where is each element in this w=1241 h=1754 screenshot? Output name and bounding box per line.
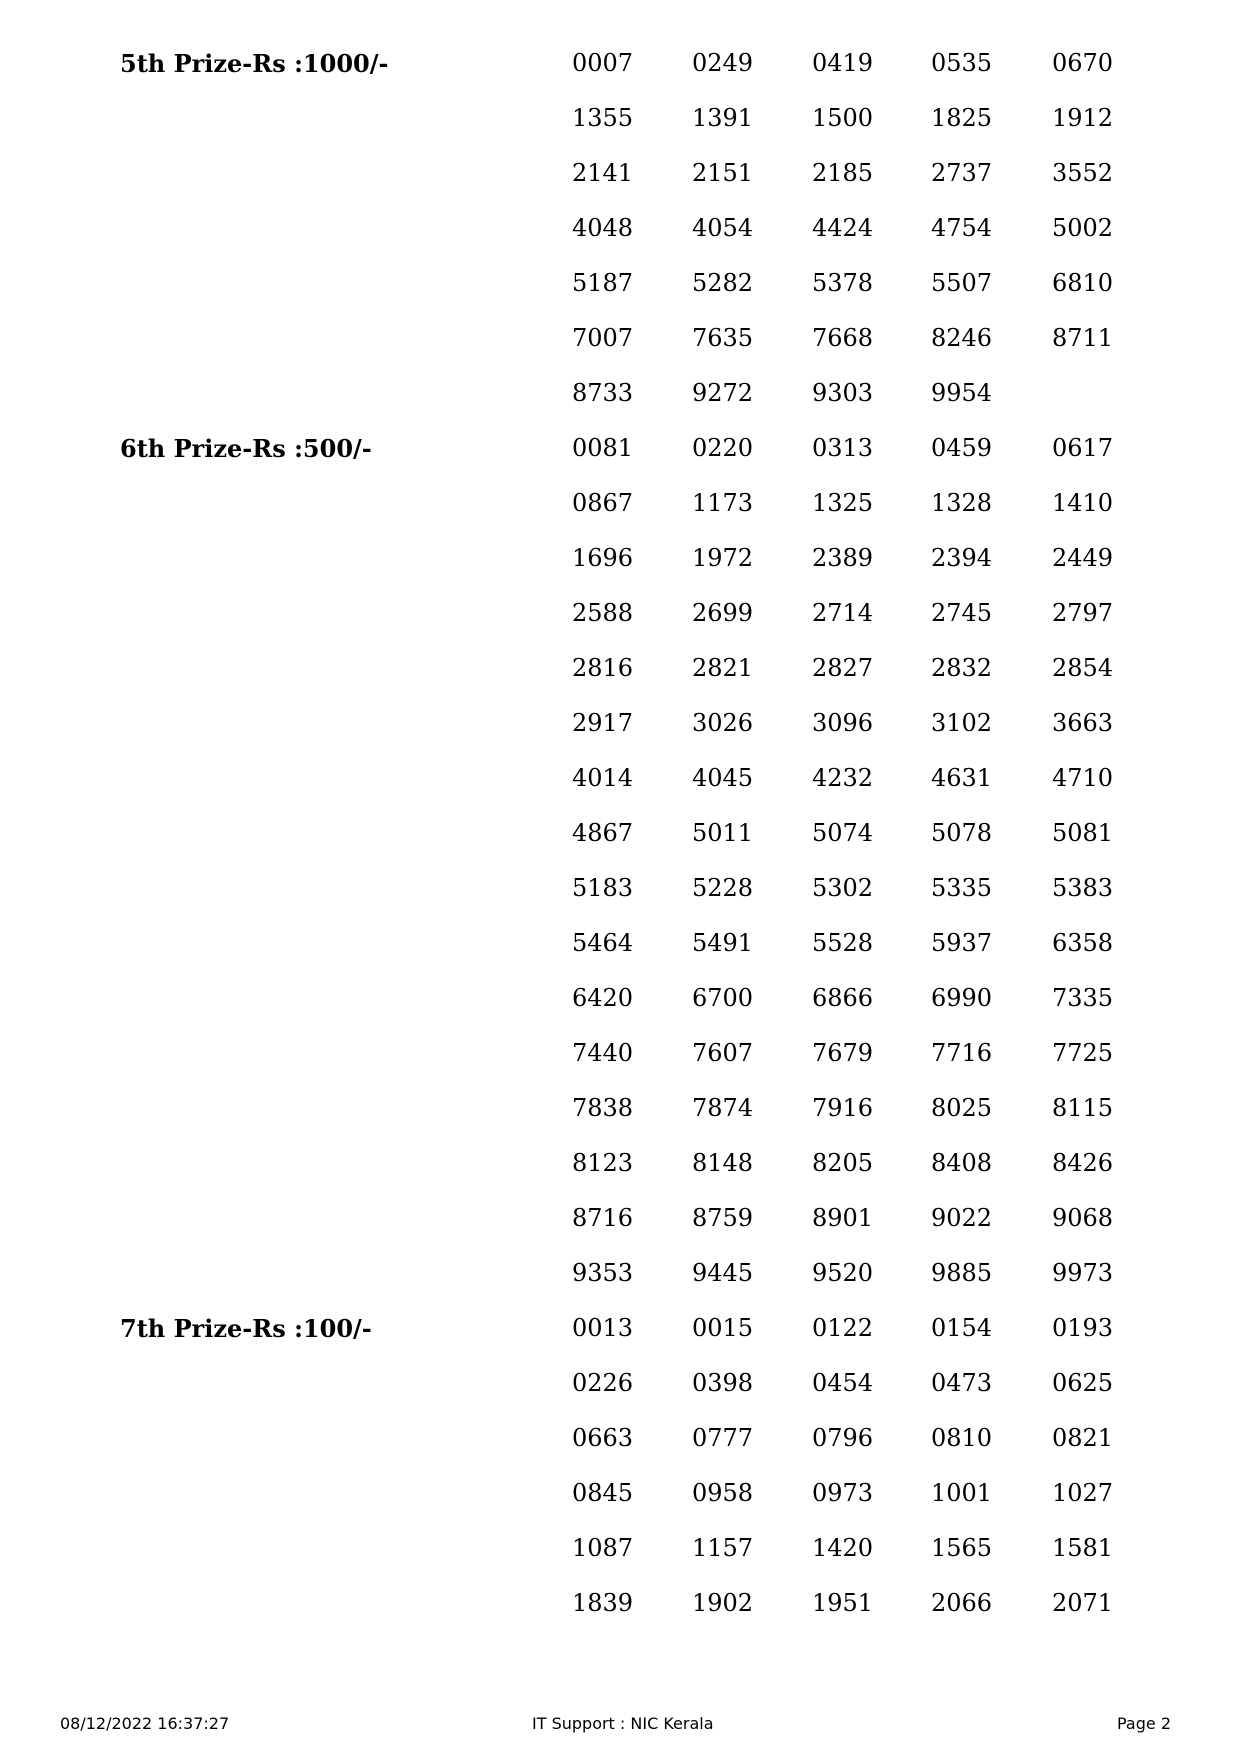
ticket-number: 0249 [692, 49, 754, 77]
ticket-number: 1565 [931, 1534, 993, 1562]
ticket-number: 5183 [572, 874, 634, 902]
ticket-number: 5228 [692, 874, 754, 902]
ticket-number: 4045 [692, 764, 754, 792]
ticket-number: 2821 [692, 654, 754, 682]
ticket-number: 2827 [812, 654, 874, 682]
ticket-number: 8408 [931, 1149, 993, 1177]
ticket-number: 0154 [931, 1314, 993, 1342]
ticket-number: 6420 [572, 984, 634, 1012]
number-row [572, 1026, 1172, 1081]
ticket-number: 0015 [692, 1314, 754, 1342]
ticket-number: 5282 [692, 269, 754, 297]
ticket-number: 1391 [692, 104, 754, 132]
number-row [572, 696, 1172, 751]
ticket-number: 8733 [572, 379, 634, 407]
ticket-number: 1355 [572, 104, 634, 132]
prize-section [0, 421, 1241, 1301]
ticket-number: 2071 [1052, 1589, 1114, 1617]
ticket-number: 0625 [1052, 1369, 1114, 1397]
ticket-number: 7335 [1052, 984, 1114, 1012]
ticket-number: 2389 [812, 544, 874, 572]
ticket-number: 2816 [572, 654, 634, 682]
ticket-number: 5302 [812, 874, 874, 902]
ticket-number: 2854 [1052, 654, 1114, 682]
ticket-number: 1001 [931, 1479, 993, 1507]
ticket-number: 8148 [692, 1149, 754, 1177]
ticket-number: 4014 [572, 764, 634, 792]
number-row [572, 421, 1172, 476]
ticket-number: 4048 [572, 214, 634, 242]
ticket-number: 9353 [572, 1259, 634, 1287]
number-row [572, 91, 1172, 146]
number-grid [572, 1301, 1172, 1631]
ticket-number: 2151 [692, 159, 754, 187]
footer-support: IT Support : NIC Kerala [532, 1714, 714, 1733]
ticket-number: 3026 [692, 709, 754, 737]
ticket-number: 0081 [572, 434, 634, 462]
ticket-number: 3663 [1052, 709, 1114, 737]
ticket-number: 5187 [572, 269, 634, 297]
ticket-number: 7916 [812, 1094, 874, 1122]
number-row [572, 531, 1172, 586]
ticket-number: 1972 [692, 544, 754, 572]
prize-section [0, 36, 1241, 421]
number-row [572, 1466, 1172, 1521]
ticket-number: 0454 [812, 1369, 874, 1397]
number-row [572, 971, 1172, 1026]
ticket-number: 8205 [812, 1149, 874, 1177]
prize-section [0, 1301, 1241, 1631]
number-row [572, 366, 1172, 421]
ticket-number: 8711 [1052, 324, 1114, 352]
ticket-number: 2185 [812, 159, 874, 187]
ticket-number: 9885 [931, 1259, 993, 1287]
ticket-number: 0845 [572, 1479, 634, 1507]
ticket-number: 4631 [931, 764, 993, 792]
ticket-number: 9303 [812, 379, 874, 407]
ticket-number: 5528 [812, 929, 874, 957]
ticket-number: 4754 [931, 214, 993, 242]
number-row [572, 861, 1172, 916]
ticket-number: 7874 [692, 1094, 754, 1122]
ticket-number: 1825 [931, 104, 993, 132]
ticket-number: 5464 [572, 929, 634, 957]
ticket-number: 1410 [1052, 489, 1114, 517]
footer-page-number: Page 2 [1117, 1714, 1171, 1733]
ticket-number: 5491 [692, 929, 754, 957]
number-grid [572, 421, 1172, 1301]
ticket-number: 0810 [931, 1424, 993, 1452]
ticket-number: 6700 [692, 984, 754, 1012]
number-row [572, 1136, 1172, 1191]
ticket-number: 2737 [931, 159, 993, 187]
ticket-number: 2066 [931, 1589, 993, 1617]
ticket-number: 9445 [692, 1259, 754, 1287]
ticket-number: 1696 [572, 544, 634, 572]
ticket-number: 4710 [1052, 764, 1114, 792]
ticket-number: 1839 [572, 1589, 634, 1617]
ticket-number: 9520 [812, 1259, 874, 1287]
ticket-number: 8426 [1052, 1149, 1114, 1177]
ticket-number: 7668 [812, 324, 874, 352]
number-row [572, 1081, 1172, 1136]
ticket-number: 0007 [572, 49, 634, 77]
number-row [572, 1521, 1172, 1576]
ticket-number: 0867 [572, 489, 634, 517]
prize-results [0, 36, 1241, 1631]
ticket-number: 3552 [1052, 159, 1114, 187]
ticket-number [1052, 366, 1172, 421]
ticket-number: 0973 [812, 1479, 874, 1507]
ticket-number: 1420 [812, 1534, 874, 1562]
number-row [572, 256, 1172, 311]
ticket-number: 0220 [692, 434, 754, 462]
ticket-number: 0122 [812, 1314, 874, 1342]
prize-label: 7th Prize-Rs :100/- [120, 1314, 372, 1343]
number-row [572, 1246, 1172, 1301]
ticket-number: 1912 [1052, 104, 1114, 132]
ticket-number: 1500 [812, 104, 874, 132]
ticket-number: 1173 [692, 489, 754, 517]
page-footer [0, 1714, 1241, 1738]
ticket-number: 7725 [1052, 1039, 1114, 1067]
ticket-number: 2394 [931, 544, 993, 572]
footer-timestamp: 08/12/2022 16:37:27 [60, 1714, 230, 1733]
ticket-number: 5074 [812, 819, 874, 847]
ticket-number: 2588 [572, 599, 634, 627]
ticket-number: 2832 [931, 654, 993, 682]
ticket-number: 2449 [1052, 544, 1114, 572]
number-row [572, 1301, 1172, 1356]
ticket-number: 9022 [931, 1204, 993, 1232]
ticket-number: 0419 [812, 49, 874, 77]
number-row [572, 751, 1172, 806]
ticket-number: 9272 [692, 379, 754, 407]
ticket-number: 1902 [692, 1589, 754, 1617]
ticket-number: 4054 [692, 214, 754, 242]
number-row [572, 916, 1172, 971]
ticket-number: 1581 [1052, 1534, 1114, 1562]
ticket-number: 9954 [931, 379, 993, 407]
ticket-number: 6990 [931, 984, 993, 1012]
ticket-number: 4424 [812, 214, 874, 242]
number-grid [572, 36, 1172, 421]
ticket-number: 5081 [1052, 819, 1114, 847]
number-row [572, 1576, 1172, 1631]
ticket-number: 6358 [1052, 929, 1114, 957]
ticket-number: 2797 [1052, 599, 1114, 627]
ticket-number: 6810 [1052, 269, 1114, 297]
ticket-number: 1157 [692, 1534, 754, 1562]
ticket-number: 0473 [931, 1369, 993, 1397]
number-row [572, 36, 1172, 91]
number-row [572, 201, 1172, 256]
ticket-number: 8716 [572, 1204, 634, 1232]
ticket-number: 7679 [812, 1039, 874, 1067]
ticket-number: 1951 [812, 1589, 874, 1617]
ticket-number: 0777 [692, 1424, 754, 1452]
ticket-number: 7635 [692, 324, 754, 352]
ticket-number: 8025 [931, 1094, 993, 1122]
ticket-number: 8759 [692, 1204, 754, 1232]
number-row [572, 311, 1172, 366]
number-row [572, 806, 1172, 861]
number-row [572, 1356, 1172, 1411]
ticket-number: 8115 [1052, 1094, 1114, 1122]
ticket-number: 5378 [812, 269, 874, 297]
ticket-number: 7838 [572, 1094, 634, 1122]
ticket-number: 9068 [1052, 1204, 1114, 1232]
ticket-number: 5002 [1052, 214, 1114, 242]
prize-label: 6th Prize-Rs :500/- [120, 434, 372, 463]
prize-label: 5th Prize-Rs :1000/- [120, 49, 389, 78]
ticket-number: 5937 [931, 929, 993, 957]
ticket-number: 4232 [812, 764, 874, 792]
number-row [572, 1411, 1172, 1466]
ticket-number: 0821 [1052, 1424, 1114, 1452]
ticket-number: 0617 [1052, 434, 1114, 462]
ticket-number: 5383 [1052, 874, 1114, 902]
ticket-number: 2141 [572, 159, 634, 187]
ticket-number: 2745 [931, 599, 993, 627]
ticket-number: 3102 [931, 709, 993, 737]
ticket-number: 0398 [692, 1369, 754, 1397]
ticket-number: 0958 [692, 1479, 754, 1507]
ticket-number: 0226 [572, 1369, 634, 1397]
ticket-number: 8901 [812, 1204, 874, 1232]
number-row [572, 641, 1172, 696]
ticket-number: 2699 [692, 599, 754, 627]
number-row [572, 476, 1172, 531]
ticket-number: 9973 [1052, 1259, 1114, 1287]
ticket-number: 7007 [572, 324, 634, 352]
ticket-number: 0013 [572, 1314, 634, 1342]
ticket-number: 2917 [572, 709, 634, 737]
ticket-number: 2714 [812, 599, 874, 627]
ticket-number: 5011 [692, 819, 754, 847]
ticket-number: 1328 [931, 489, 993, 517]
ticket-number: 5078 [931, 819, 993, 847]
ticket-number: 1087 [572, 1534, 634, 1562]
ticket-number: 1027 [1052, 1479, 1114, 1507]
number-row [572, 1191, 1172, 1246]
ticket-number: 0459 [931, 434, 993, 462]
ticket-number: 3096 [812, 709, 874, 737]
ticket-number: 8246 [931, 324, 993, 352]
ticket-number: 7440 [572, 1039, 634, 1067]
ticket-number: 5335 [931, 874, 993, 902]
number-row [572, 586, 1172, 641]
number-row [572, 146, 1172, 201]
ticket-number: 7607 [692, 1039, 754, 1067]
ticket-number: 0313 [812, 434, 874, 462]
ticket-number: 0796 [812, 1424, 874, 1452]
ticket-number: 4867 [572, 819, 634, 847]
ticket-number: 0535 [931, 49, 993, 77]
ticket-number: 1325 [812, 489, 874, 517]
ticket-number: 0193 [1052, 1314, 1114, 1342]
ticket-number: 7716 [931, 1039, 993, 1067]
ticket-number: 8123 [572, 1149, 634, 1177]
ticket-number: 6866 [812, 984, 874, 1012]
ticket-number: 0670 [1052, 49, 1114, 77]
ticket-number: 5507 [931, 269, 993, 297]
ticket-number: 0663 [572, 1424, 634, 1452]
